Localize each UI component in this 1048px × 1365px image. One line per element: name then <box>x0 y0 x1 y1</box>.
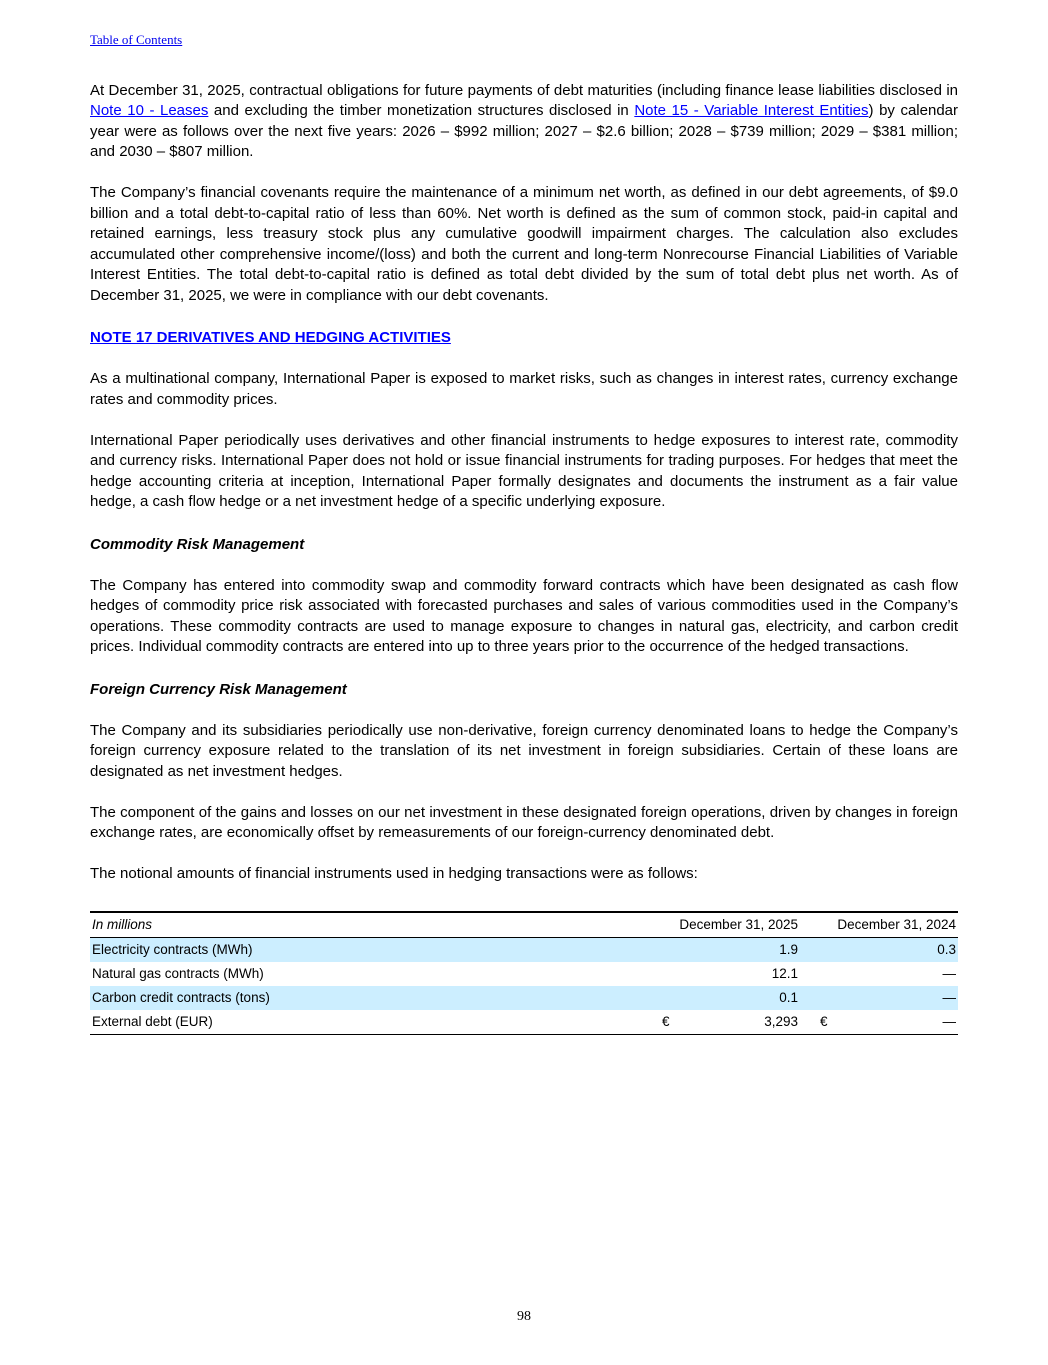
foreign-currency-risk-heading: Foreign Currency Risk Management <box>90 680 347 698</box>
para-commodity-contracts: The Company has entered into commodity swap and commodity forward contracts which have been designated as cash flow hedges of commodity price risk associated with forecasted purchases and sales of various commodities used in the Company’s operations. These commodity contracts are used to manage exposure to changes in natural gas, electricity, and carbon credit prices. Individual commodity contracts are entered into up to three years prior to the occurrence of the hedged transactions. <box>90 576 958 655</box>
value-2024: — <box>942 966 956 981</box>
row-label: Carbon credit contracts (tons) <box>92 990 270 1005</box>
row-label: External debt (EUR) <box>92 1014 213 1029</box>
para-debt-maturities-text-2: and excluding the timber monetization structures disclosed in <box>208 102 635 119</box>
spacer-cell <box>800 986 818 1010</box>
currency-symbol-2024: € <box>820 1014 828 1029</box>
row-label: Electricity contracts (MWh) <box>92 942 253 957</box>
note-10-leases-link[interactable]: Note 10 - Leases <box>90 102 209 119</box>
currency-symbol-2024 <box>818 962 840 986</box>
page-number: 98 <box>517 1308 531 1324</box>
value-2025: 0.1 <box>779 990 798 1005</box>
para-market-risks: As a multinational company, International Paper is exposed to market risks, such as changes in interest rates, currency exchange rates and commodity prices. <box>90 370 958 408</box>
value-2025: 1.9 <box>779 942 798 957</box>
value-2024: — <box>942 990 956 1005</box>
table-row <box>90 986 958 1010</box>
value-2024: — <box>942 1014 956 1029</box>
row-label: Natural gas contracts (MWh) <box>92 966 264 981</box>
value-2025: 12.1 <box>771 966 798 981</box>
spacer-cell <box>800 1010 818 1035</box>
para-notional-amounts-intro: The notional amounts of financial instruments used in hedging transactions were as follows: <box>90 865 698 882</box>
note-17-heading-link[interactable]: NOTE 17 DERIVATIVES AND HEDGING ACTIVITIES <box>90 329 451 346</box>
para-foreign-currency-loans: The Company and its subsidiaries periodically use non-derivative, foreign currency denominated loans to hedge the Company’s foreign currency exposure related to the translation of its net investment in foreign subsidiaries. Certain of these loans are designated as net investment hedges. <box>90 721 958 780</box>
currency-symbol-2025 <box>660 937 682 962</box>
table-row <box>90 962 958 986</box>
table-header-spacer <box>800 912 818 938</box>
table-header-dec-31-2024: December 31, 2024 <box>837 917 956 932</box>
table-row <box>90 937 958 962</box>
table-header-row <box>90 912 958 938</box>
para-debt-maturities-text-1: At December 31, 2025, contractual obligations for future payments of debt maturities (including finance lease liabilities disclosed in <box>90 81 958 99</box>
spacer-cell <box>800 937 818 962</box>
value-2024: 0.3 <box>937 942 956 957</box>
commodity-risk-heading: Commodity Risk Management <box>90 535 305 553</box>
value-2025: 3,293 <box>764 1014 798 1029</box>
currency-symbol-2025 <box>660 986 682 1010</box>
note-15-vie-link[interactable]: Note 15 - Variable Interest Entities <box>634 102 869 119</box>
table-row <box>90 1010 958 1035</box>
currency-symbol-2024 <box>818 937 840 962</box>
para-debt-maturities <box>90 81 958 163</box>
table-header-dec-31-2025: December 31, 2025 <box>679 917 798 932</box>
para-derivatives-usage: International Paper periodically uses derivatives and other financial instruments to hedge exposures to interest rate, commodity and currency risks. International Paper does not hold or issue financial instruments for trading purposes. For hedges that meet the hedge accounting criteria at inception, International Paper formally designates and documents the instrument as a fair value hedge, a cash flow hedge or a net investment hedge of a specific underlying exposure. <box>90 431 958 510</box>
currency-symbol-2025 <box>660 962 682 986</box>
para-financial-covenants: The Company’s financial covenants require the maintenance of a minimum net worth, as defined in our debt agreements, of $9.0 billion and a total debt-to-capital ratio of less than 60%. Net worth is defined as the sum of common stock, paid-in capital and retained earnings, less treasury stock plus any cumulative goodwill impairment charges. The calculation also excludes accumulated other comprehensive income/(loss) and both the current and long-term Nonrecourse Financial Liabilities of Variable Interest Entities. The total debt-to-capital ratio is defined as total debt divided by the sum of total debt plus net worth. As of December 31, 2025, we were in compliance with our debt covenants. <box>90 184 958 304</box>
currency-symbol-2025: € <box>662 1014 670 1029</box>
notional-amounts-table <box>90 911 958 1035</box>
para-debt-maturities-text-3: ) by calendar year were as follows over the next five years: 2026 – $992 million; 2027 – $2.6 billion; 2028 – $739 million; 2029 – $381 million; and 2030 – $807 million. <box>90 102 958 160</box>
table-header-in-millions: In millions <box>92 917 153 932</box>
spacer-cell <box>800 962 818 986</box>
currency-symbol-2024 <box>818 986 840 1010</box>
table-of-contents-link[interactable]: Table of Contents <box>90 32 183 47</box>
para-net-investment-offset: The component of the gains and losses on our net investment in these designated foreign operations, driven by changes in foreign exchange rates, are economically offset by remeasurements of our foreign-currency denominated debt. <box>90 803 958 841</box>
